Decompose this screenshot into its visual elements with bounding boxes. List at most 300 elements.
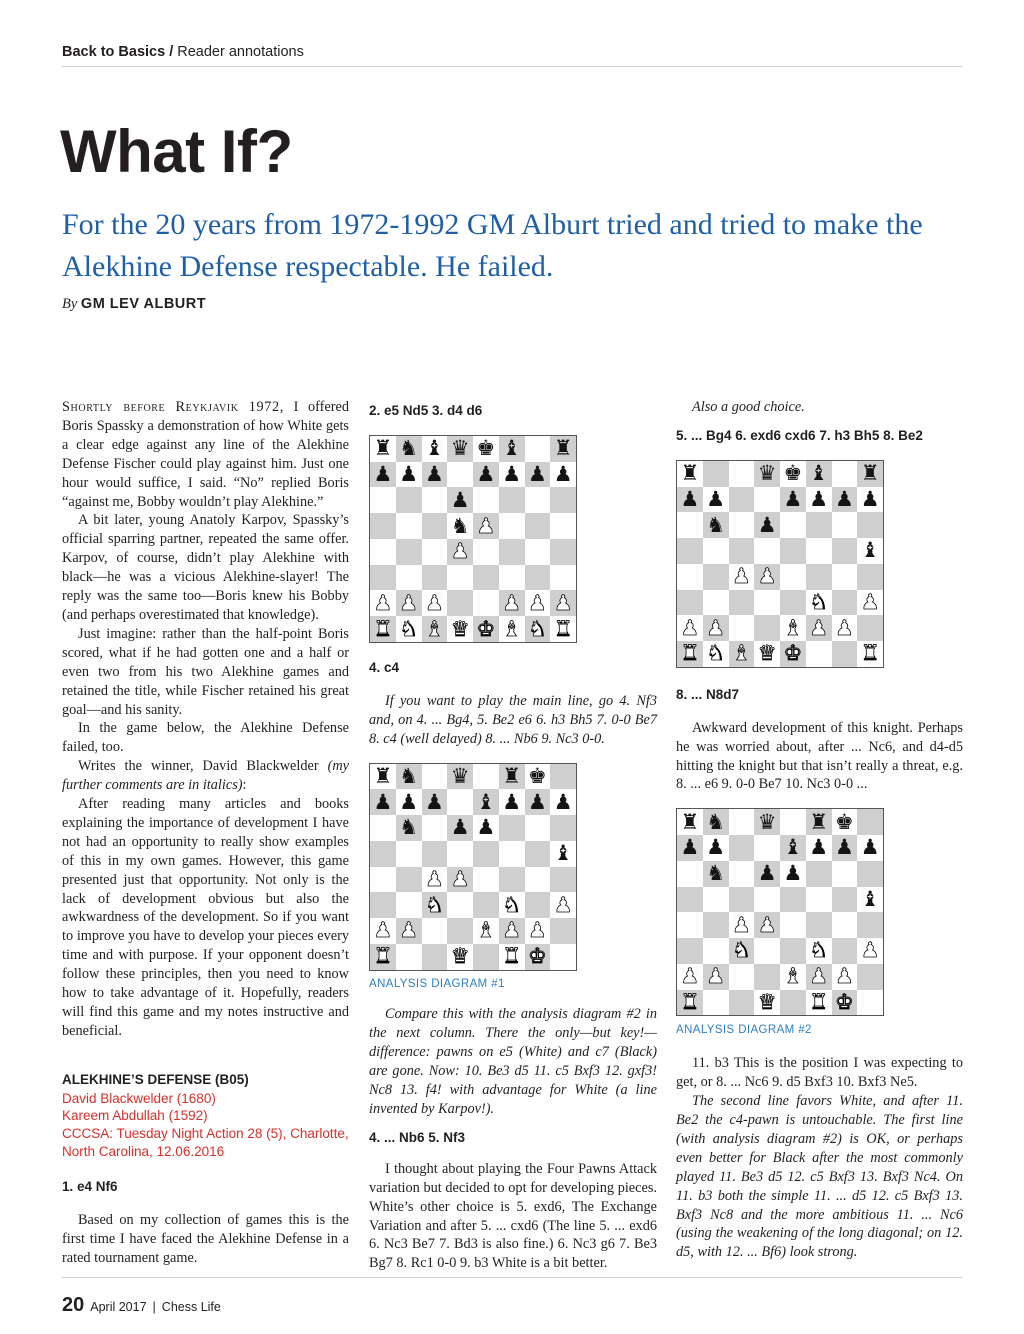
white-pawn-icon: ♟ [729, 564, 755, 590]
board-square [473, 565, 499, 591]
white-pawn-icon: ♟ [370, 918, 396, 944]
white-pawn-icon: ♟ [754, 912, 780, 938]
board-square [422, 815, 448, 841]
board-square [857, 809, 883, 835]
black-player: Kareem Abdullah (1592) [62, 1108, 208, 1124]
board-square [473, 539, 499, 565]
white-rook-icon: ♜ [550, 616, 576, 642]
paragraph: A bit later, young Anatoly Karpov, Spassky’s official sparring partner, repeated the same offer. Karpov, of course, didn’t play Alekhine with black—he was a vicious Alekhine-slayer! The reply was the same too—Boris knew his Bobby (and perhaps overestimated that knowledge). [62, 512, 349, 623]
black-pawn-icon: ♟ [754, 512, 780, 538]
move-heading: 8. ... N8d7 [676, 686, 740, 702]
board-square [729, 809, 755, 835]
board-square [525, 892, 551, 918]
board-square [677, 512, 703, 538]
diagram-caption: ANALYSIS DIAGRAM #1 [369, 977, 505, 990]
board-square [832, 861, 858, 887]
paragraph-text: I offered Boris Spassky a demonstration of how White gets a clear edge against any line of the Alekhine Defense Fischer could play against him. Just one hour would suffice, I said. “No” replied Boris “against me, Bobby wouldn’t play Alekhine.” [62, 399, 349, 510]
black-bishop-icon: ♝ [473, 789, 499, 815]
white-bishop-icon: ♝ [780, 615, 806, 641]
black-knight-icon: ♞ [396, 815, 422, 841]
board-square [857, 512, 883, 538]
board-square [525, 815, 551, 841]
white-pawn-icon: ♟ [857, 590, 883, 616]
board-square [857, 990, 883, 1016]
white-rook-icon: ♜ [370, 944, 396, 970]
black-king-icon: ♚ [525, 764, 551, 790]
white-rook-icon: ♜ [857, 641, 883, 667]
board-square [370, 815, 396, 841]
magazine-name: Chess Life [161, 1300, 221, 1314]
black-rook-icon: ♜ [806, 809, 832, 835]
running-head-separator: / [169, 44, 174, 60]
black-pawn-icon: ♟ [703, 487, 729, 513]
white-rook-icon: ♜ [499, 944, 525, 970]
board-square [370, 487, 396, 513]
white-bishop-icon: ♝ [473, 918, 499, 944]
board-square [703, 538, 729, 564]
black-rook-icon: ♜ [499, 764, 525, 790]
white-pawn-icon: ♟ [499, 590, 525, 616]
article-dek: For the 20 years from 1972-1992 GM Alburt tried and tried to make the Alekhine Defense respectable. He failed. [62, 208, 923, 283]
black-bishop-icon: ♝ [550, 841, 576, 867]
white-pawn-icon: ♟ [447, 867, 473, 893]
black-rook-icon: ♜ [857, 461, 883, 487]
board-square [857, 912, 883, 938]
white-knight-icon: ♞ [806, 938, 832, 964]
lead-in: Shortly before Reykjavik 1972, [62, 399, 284, 415]
black-pawn-icon: ♟ [703, 835, 729, 861]
black-king-icon: ♚ [832, 809, 858, 835]
board-square [729, 461, 755, 487]
board-square [422, 565, 448, 591]
black-knight-icon: ♞ [703, 512, 729, 538]
board-square [396, 944, 422, 970]
move-heading: 5. ... Bg4 6. exd6 cxd6 7. h3 Bh5 8. Be2 [676, 427, 923, 443]
subsection-name: Reader annotations [177, 44, 304, 60]
move-heading: 4. c4 [369, 659, 400, 675]
board-square [729, 487, 755, 513]
black-pawn-icon: ♟ [447, 487, 473, 513]
black-bishop-icon: ♝ [857, 887, 883, 913]
black-pawn-icon: ♟ [806, 835, 832, 861]
black-pawn-icon: ♟ [422, 789, 448, 815]
game-heading: ALEKHINE’S DEFENSE (B05) [62, 1071, 249, 1087]
white-knight-icon: ♞ [703, 641, 729, 667]
board-square [754, 487, 780, 513]
board-square [396, 867, 422, 893]
byline-author: GM LEV ALBURT [80, 296, 207, 312]
board-square [396, 841, 422, 867]
black-pawn-icon: ♟ [422, 462, 448, 488]
board-square [677, 912, 703, 938]
board-square [422, 841, 448, 867]
board-square [499, 513, 525, 539]
white-pawn-icon: ♟ [422, 590, 448, 616]
black-rook-icon: ♜ [370, 764, 396, 790]
board-square [754, 538, 780, 564]
white-queen-icon: ♛ [754, 641, 780, 667]
white-pawn-icon: ♟ [677, 964, 703, 990]
page-footer [62, 1294, 221, 1317]
black-pawn-icon: ♟ [780, 487, 806, 513]
white-pawn-icon: ♟ [677, 615, 703, 641]
column-1 [62, 398, 349, 1268]
board-square [396, 539, 422, 565]
board-square [550, 565, 576, 591]
black-king-icon: ♚ [780, 461, 806, 487]
white-pawn-icon: ♟ [396, 590, 422, 616]
black-bishop-icon: ♝ [857, 538, 883, 564]
board-square [677, 590, 703, 616]
board-square [806, 887, 832, 913]
white-queen-icon: ♛ [447, 616, 473, 642]
white-pawn-icon: ♟ [447, 539, 473, 565]
white-bishop-icon: ♝ [499, 616, 525, 642]
board-square [370, 539, 396, 565]
white-knight-icon: ♞ [525, 616, 551, 642]
board-square [832, 461, 858, 487]
board-square [832, 887, 858, 913]
board-square [677, 938, 703, 964]
white-rook-icon: ♜ [370, 616, 396, 642]
black-queen-icon: ♛ [447, 436, 473, 462]
white-pawn-icon: ♟ [550, 590, 576, 616]
board-square [729, 887, 755, 913]
board-square [703, 461, 729, 487]
white-pawn-icon: ♟ [473, 513, 499, 539]
white-pawn-icon: ♟ [806, 615, 832, 641]
black-pawn-icon: ♟ [677, 487, 703, 513]
white-pawn-icon: ♟ [550, 892, 576, 918]
board-square [729, 615, 755, 641]
white-rook-icon: ♜ [806, 990, 832, 1016]
board-square [550, 539, 576, 565]
italic-text: (my further comments are in italics) [62, 758, 349, 794]
board-square [370, 867, 396, 893]
board-square [525, 565, 551, 591]
board-square [754, 590, 780, 616]
board-square [729, 835, 755, 861]
board-square [396, 892, 422, 918]
board-square [473, 590, 499, 616]
black-king-icon: ♚ [473, 436, 499, 462]
board-square [473, 487, 499, 513]
black-knight-icon: ♞ [396, 764, 422, 790]
chess-diagram [369, 435, 577, 643]
white-rook-icon: ♜ [677, 641, 703, 667]
black-pawn-icon: ♟ [550, 462, 576, 488]
board-square [677, 887, 703, 913]
white-pawn-icon: ♟ [396, 918, 422, 944]
board-square [780, 887, 806, 913]
board-square [422, 944, 448, 970]
board-square [422, 764, 448, 790]
board-square [447, 918, 473, 944]
board-square [780, 512, 806, 538]
board-square [422, 539, 448, 565]
paragraph: I thought about playing the Four Pawns Attack variation but decided to opt for developing pieces. White’s other choice is 5. exd6, The Exchange Variation and after 5. ... cxd6 (The line 5. ... exd6 6. Nc3 Be7 7. Bd3 is also fine.) 6. Nc3 g6 7. Be3 Bg7 8. Rc1 0-0 9. b3 White is a bit better. [369, 1160, 657, 1272]
board-square [370, 565, 396, 591]
paragraph [62, 398, 349, 511]
white-knight-icon: ♞ [499, 892, 525, 918]
annotation-note: The second line favors White, and after 11. Be2 the c4-pawn is untouchable. The first line (with analysis diagram #2) is OK, or perhaps even better for Black after the most commonly played 11. Be3 d5 12. c5 Bxf3 13. Bxf3 Nc4. On 11. b3 both the simple 11. ... d5 12. c5 Bxf3 13. Bxf3 Nc8 and the more ambitious 11. ... Nc6 (using the weakening of the long diagonal; on 12. d5, with 12. ... Bf6) look strong. [676, 1093, 963, 1261]
board-square [550, 867, 576, 893]
white-pawn-icon: ♟ [832, 615, 858, 641]
white-rook-icon: ♜ [677, 990, 703, 1016]
white-knight-icon: ♞ [422, 892, 448, 918]
black-queen-icon: ♛ [754, 461, 780, 487]
move-heading: 1. e4 Nf6 [62, 1179, 118, 1195]
black-bishop-icon: ♝ [806, 461, 832, 487]
paragraph [62, 757, 349, 795]
board-square [447, 841, 473, 867]
board-square [832, 512, 858, 538]
white-queen-icon: ♛ [754, 990, 780, 1016]
black-pawn-icon: ♟ [857, 835, 883, 861]
board-square [729, 861, 755, 887]
board-square [447, 789, 473, 815]
paragraph-text: Writes the winner, David Blackwelder [78, 758, 328, 775]
black-pawn-icon: ♟ [832, 835, 858, 861]
board-square [550, 815, 576, 841]
black-pawn-icon: ♟ [473, 815, 499, 841]
board-square [729, 538, 755, 564]
board-square [396, 487, 422, 513]
column-2 [369, 398, 657, 1273]
white-queen-icon: ♛ [447, 944, 473, 970]
page-number: 20 [62, 1294, 85, 1316]
black-pawn-icon: ♟ [677, 835, 703, 861]
board-square [499, 841, 525, 867]
black-rook-icon: ♜ [677, 461, 703, 487]
header-rule [62, 66, 962, 67]
board-square [729, 512, 755, 538]
board-square [832, 590, 858, 616]
paragraph: In the game below, the Alekhine Defense failed, too. [62, 720, 349, 756]
board-square [525, 867, 551, 893]
article-title: What If? [60, 118, 293, 185]
board-square [447, 892, 473, 918]
board-square [832, 938, 858, 964]
black-pawn-icon: ♟ [806, 487, 832, 513]
white-king-icon: ♚ [525, 944, 551, 970]
black-pawn-icon: ♟ [447, 815, 473, 841]
black-pawn-icon: ♟ [525, 462, 551, 488]
white-pawn-icon: ♟ [525, 590, 551, 616]
chess-diagram [369, 763, 577, 971]
board-square [806, 538, 832, 564]
board-square [677, 861, 703, 887]
board-square [703, 912, 729, 938]
white-pawn-icon: ♟ [525, 918, 551, 944]
white-pawn-icon: ♟ [703, 964, 729, 990]
board-square [499, 539, 525, 565]
event-info: CCCSA: Tuesday Night Action 28 (5), Charlotte, North Carolina, 12.06.2016 [62, 1125, 349, 1159]
chess-diagram [676, 460, 884, 668]
white-king-icon: ♚ [832, 990, 858, 1016]
black-pawn-icon: ♟ [473, 462, 499, 488]
white-pawn-icon: ♟ [806, 964, 832, 990]
board-square [422, 487, 448, 513]
black-bishop-icon: ♝ [499, 436, 525, 462]
column-3 [676, 398, 963, 1262]
white-player: David Blackwelder (1680) [62, 1090, 216, 1106]
board-square [754, 835, 780, 861]
board-square [857, 964, 883, 990]
black-pawn-icon: ♟ [754, 861, 780, 887]
black-pawn-icon: ♟ [396, 789, 422, 815]
white-knight-icon: ♞ [396, 616, 422, 642]
section-name: Back to Basics [62, 44, 166, 60]
board-square [780, 564, 806, 590]
board-square [525, 513, 551, 539]
board-square [550, 764, 576, 790]
board-square [832, 912, 858, 938]
board-square [473, 867, 499, 893]
board-square [806, 641, 832, 667]
board-square [550, 918, 576, 944]
black-bishop-icon: ♝ [780, 835, 806, 861]
board-square [832, 538, 858, 564]
board-square [525, 436, 551, 462]
board-square [447, 590, 473, 616]
footer-rule [62, 1277, 962, 1278]
white-king-icon: ♚ [473, 616, 499, 642]
board-square [806, 861, 832, 887]
board-square [857, 615, 883, 641]
black-pawn-icon: ♟ [499, 789, 525, 815]
board-square [806, 564, 832, 590]
black-knight-icon: ♞ [703, 861, 729, 887]
board-square [550, 513, 576, 539]
diagram-caption: ANALYSIS DIAGRAM #2 [676, 1024, 812, 1037]
board-square [780, 538, 806, 564]
footer-separator: | [152, 1300, 156, 1314]
board-square [422, 513, 448, 539]
board-square [857, 564, 883, 590]
board-square [832, 564, 858, 590]
board-square [473, 841, 499, 867]
board-square [370, 892, 396, 918]
paragraph: After reading many articles and books explaining the importance of development I have not had an opportunity to really show examples of this in my own games. However, this game presented just that opportunity. Not only is the lack of development obvious but also the awkwardness of the development. So if you want to improve you have to develop your pieces every time and with purpose. If your opponent doesn’t follow these principles, then you need to know how to take advantage of it. Hopefully, readers will find this game and my notes instructive and beneficial. [62, 796, 349, 1039]
black-pawn-icon: ♟ [370, 462, 396, 488]
annotation-note: Compare this with the analysis diagram #2 in the next column. There the only—but key!—difference: pawns on e5 (White) and c7 (Black) are gone. Now: 10. Be3 d5 11. c5 Bxf3 12. gxf3! Nc8 13. f4! with advantage for White (a line invented by Karpov!). [369, 1006, 657, 1117]
board-square [422, 918, 448, 944]
board-square [447, 462, 473, 488]
black-pawn-icon: ♟ [525, 789, 551, 815]
annotation-note: If you want to play the main line, go 4. Nf3 and, on 4. ... Bg4, 5. Be2 e6 6. h3 Bh5 7. 0-0 Be7 8. c4 (well delayed) 8. ... Nb6 9. Nc3 0-0. [369, 692, 657, 747]
black-pawn-icon: ♟ [499, 462, 525, 488]
white-pawn-icon: ♟ [370, 590, 396, 616]
board-square [677, 538, 703, 564]
board-square [703, 938, 729, 964]
white-bishop-icon: ♝ [729, 641, 755, 667]
board-square [780, 938, 806, 964]
black-pawn-icon: ♟ [370, 789, 396, 815]
board-square [550, 944, 576, 970]
black-rook-icon: ♜ [370, 436, 396, 462]
black-pawn-icon: ♟ [780, 861, 806, 887]
board-square [396, 565, 422, 591]
board-square [499, 565, 525, 591]
board-square [729, 964, 755, 990]
board-square [780, 809, 806, 835]
white-pawn-icon: ♟ [857, 938, 883, 964]
black-pawn-icon: ♟ [550, 789, 576, 815]
byline-prefix: By [62, 296, 78, 312]
white-pawn-icon: ♟ [703, 615, 729, 641]
black-knight-icon: ♞ [447, 513, 473, 539]
running-head [62, 44, 304, 60]
board-square [525, 487, 551, 513]
paragraph-text: : [242, 777, 247, 794]
board-square [703, 590, 729, 616]
board-square [473, 764, 499, 790]
board-square [703, 887, 729, 913]
move-heading: 4. ... Nb6 5. Nf3 [369, 1129, 466, 1145]
black-rook-icon: ♜ [550, 436, 576, 462]
board-square [677, 564, 703, 590]
board-square [703, 990, 729, 1016]
board-square [550, 487, 576, 513]
black-knight-icon: ♞ [396, 436, 422, 462]
black-pawn-icon: ♟ [857, 487, 883, 513]
board-square [729, 590, 755, 616]
move-heading: 2. e5 Nd5 3. d4 d6 [369, 403, 483, 418]
board-square [499, 487, 525, 513]
board-square [780, 990, 806, 1016]
board-square [499, 815, 525, 841]
board-square [754, 938, 780, 964]
black-bishop-icon: ♝ [422, 436, 448, 462]
board-square [396, 513, 422, 539]
white-pawn-icon: ♟ [499, 918, 525, 944]
board-square [473, 892, 499, 918]
board-square [473, 944, 499, 970]
chess-diagram [676, 808, 884, 1016]
white-king-icon: ♚ [780, 641, 806, 667]
paragraph: Awkward development of this knight. Perhaps he was worried about, after ... Nc6, and d4-d5 hitting the knight but that isn’t really a threat, e.g. 8. ... e6 9. 0-0 Be7 10. Nc3 0-0 ... [676, 719, 963, 793]
board-square [806, 912, 832, 938]
issue-date: April 2017 [90, 1300, 147, 1314]
white-knight-icon: ♞ [806, 590, 832, 616]
board-square [525, 841, 551, 867]
paragraph: Just imagine: rather than the half-point Boris scored, what if he had gotten one and a half or even two from his two Alekhine games and retained the title, while Fischer retained his great goal—and his sanity. [62, 625, 349, 718]
board-square [780, 590, 806, 616]
white-knight-icon: ♞ [729, 938, 755, 964]
white-pawn-icon: ♟ [754, 564, 780, 590]
board-square [703, 564, 729, 590]
board-square [370, 841, 396, 867]
black-pawn-icon: ♟ [396, 462, 422, 488]
white-pawn-icon: ♟ [832, 964, 858, 990]
paragraph: Based on my collection of games this is the first time I have faced the Alekhine Defense in a rated tournament game. [62, 1212, 349, 1266]
white-bishop-icon: ♝ [422, 616, 448, 642]
black-queen-icon: ♛ [754, 809, 780, 835]
black-knight-icon: ♞ [703, 809, 729, 835]
board-square [370, 513, 396, 539]
board-square [729, 990, 755, 1016]
board-square [499, 867, 525, 893]
paragraph: 11. b3 This is the position I was expecting to get, or 8. ... Nc6 9. d5 Bxf3 10. Bxf3 Ne5. [676, 1055, 963, 1091]
board-square [754, 887, 780, 913]
board-square [525, 539, 551, 565]
black-pawn-icon: ♟ [832, 487, 858, 513]
board-square [857, 861, 883, 887]
black-queen-icon: ♛ [447, 764, 473, 790]
white-pawn-icon: ♟ [729, 912, 755, 938]
white-pawn-icon: ♟ [422, 867, 448, 893]
